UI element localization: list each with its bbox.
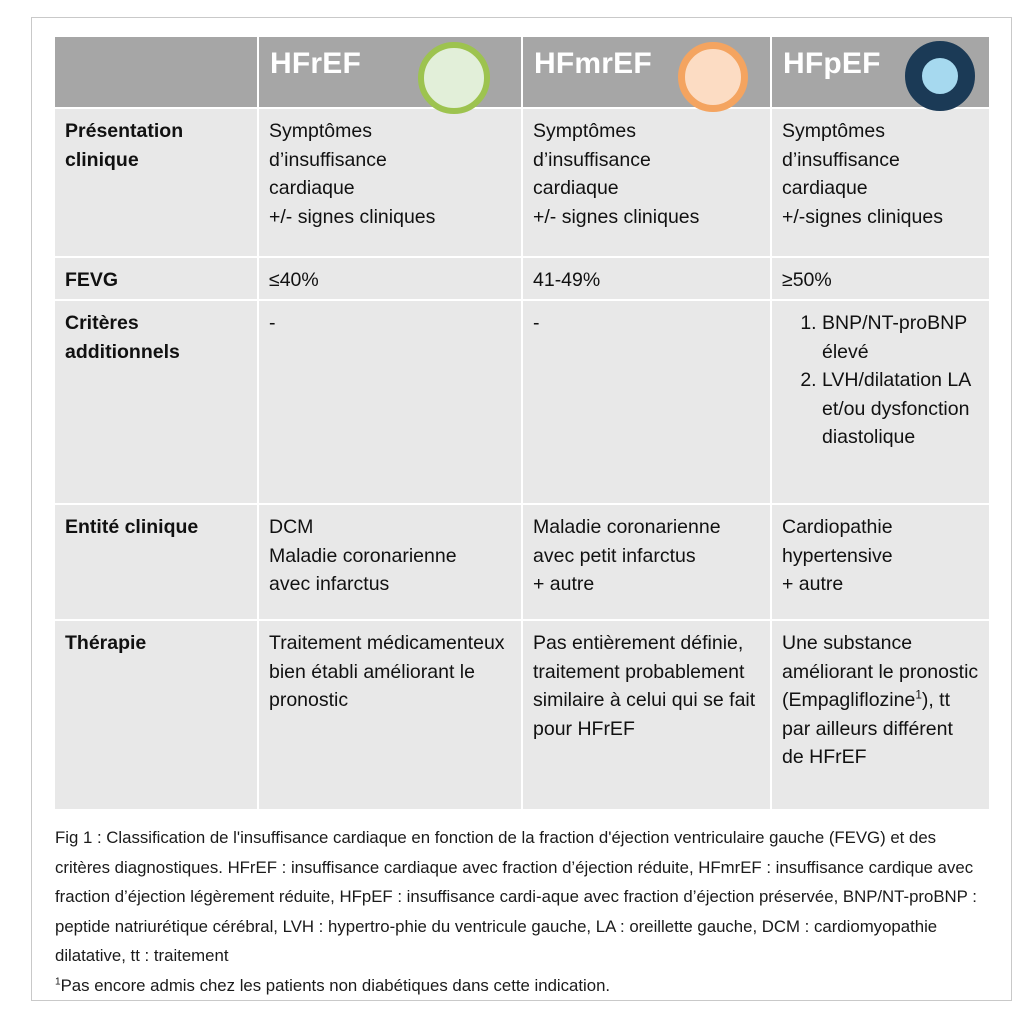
cell-presentation-hfref [258,108,522,257]
footnote-marker: 1 [915,688,922,702]
green-circle-icon [418,42,490,114]
therapy-text: Une substance améliorant le pronostic (Empagliflozine [782,632,979,711]
cell-line: Symptômes [269,120,372,142]
cell-line: cardiaque [269,177,355,199]
caption-footnote [55,971,985,1001]
cell-presentation-hfpef [771,108,990,257]
cell-presentation-hfmref [522,108,771,257]
row-label-criteres: Critères additionnels [54,300,258,504]
cell-therapie-hfref: Traitement médicamenteux bien établi améliorant le pronostic [258,620,522,810]
header-hfref [258,36,522,108]
cell-entite-hfpef [771,504,990,620]
navy-circle-icon [905,41,975,111]
heart-failure-classification-table [53,35,991,811]
header-hfmref [522,36,771,108]
cell-line: Symptômes [782,120,885,142]
row-label-entite: Entité clinique [54,504,258,620]
footnote-mark: 1 [55,975,61,987]
cell-therapie-hfmref: Pas entièrement définie, traitement probablement similaire à celui qui se fait pour HFrEF [522,620,771,810]
cell-line: DCM [269,516,314,538]
header-hfpef [771,36,990,108]
cell-line: cardiaque [533,177,619,199]
cell-line: + autre [782,573,844,595]
cell-line: +/-signes cliniques [782,205,943,228]
table-row-criteres [54,300,990,504]
footnote-text: Pas encore admis chez les patients non diabétiques dans cette indication. [60,975,611,995]
header-corner-cell [54,36,258,108]
header-hfref-label: HFrEF [270,47,361,80]
orange-circle-icon [678,42,748,112]
cell-line: Symptômes [533,120,636,142]
header-hfpef-label: HFpEF [783,47,881,80]
cell-line: hypertensive [782,544,893,567]
cell-line: cardiaque [782,177,868,199]
cell-criteres-hfref: - [258,300,522,504]
table-row-therapie [54,620,990,810]
cell-entite-hfmref [522,504,771,620]
cell-line: d’insuffisance [269,148,387,171]
cell-line: + autre [533,573,595,595]
header-hfmref-label: HFmrEF [534,47,652,80]
table-row-fevg [54,257,990,300]
row-label-presentation: Présentation clinique [54,108,258,257]
cell-line: Maladie coronarienne [269,544,457,567]
cell-fevg-hfref: ≤40% [258,257,522,300]
cell-criteres-hfpef [771,300,990,504]
table-header-row [54,36,990,108]
cell-entite-hfref [258,504,522,620]
cell-therapie-hfpef [771,620,990,810]
cell-line: d’insuffisance [533,148,651,171]
table-row-entite [54,504,990,620]
row-label-therapie: Thérapie [54,620,258,810]
caption-text: Fig 1 : Classification de l'insuffisance cardiaque en fonction de la fraction d'éjection ventriculaire gauche (FEVG) et des critères diagnostiques. HFrEF : insuffisance cardiaque avec fraction d’éjection réduite, HFmrEF : insuffisance cardique avec fraction d’éjection légèrement réduite, HFpEF : insuffisance cardi-aque avec fraction d’éjection préservée, BNP/NT-proBNP : peptide natriurétique cérébral, LVH : hypertro-phie du ventricule gauche, LA : oreillette gauche, DCM : cardiomyopathie dilatative, tt : traitement [55,828,977,965]
therapy-text-end: ), tt par ailleurs différent de HFrEF [782,689,953,768]
cell-criteres-hfmref: - [522,300,771,504]
cell-line: Maladie coronarienne [533,516,721,538]
list-item: 2. LVH/dilatation LA et/ou dysfonction diastolique [822,366,979,452]
figure-caption [55,823,985,1000]
row-label-fevg: FEVG [54,257,258,300]
cell-line: +/- signes cliniques [269,205,436,228]
list-item: 1. BNP/NT-proBNP élevé [822,309,979,366]
cell-line: avec petit infarctus [533,544,696,567]
cell-line: avec infarctus [269,573,390,595]
cell-fevg-hfpef: ≥50% [771,257,990,300]
table-row-presentation [54,108,990,257]
cell-fevg-hfmref: 41-49% [522,257,771,300]
cell-line: Cardiopathie [782,516,893,538]
criteria-list [782,309,979,452]
cell-line: d’insuffisance [782,148,900,171]
cell-line: +/- signes cliniques [533,205,700,228]
